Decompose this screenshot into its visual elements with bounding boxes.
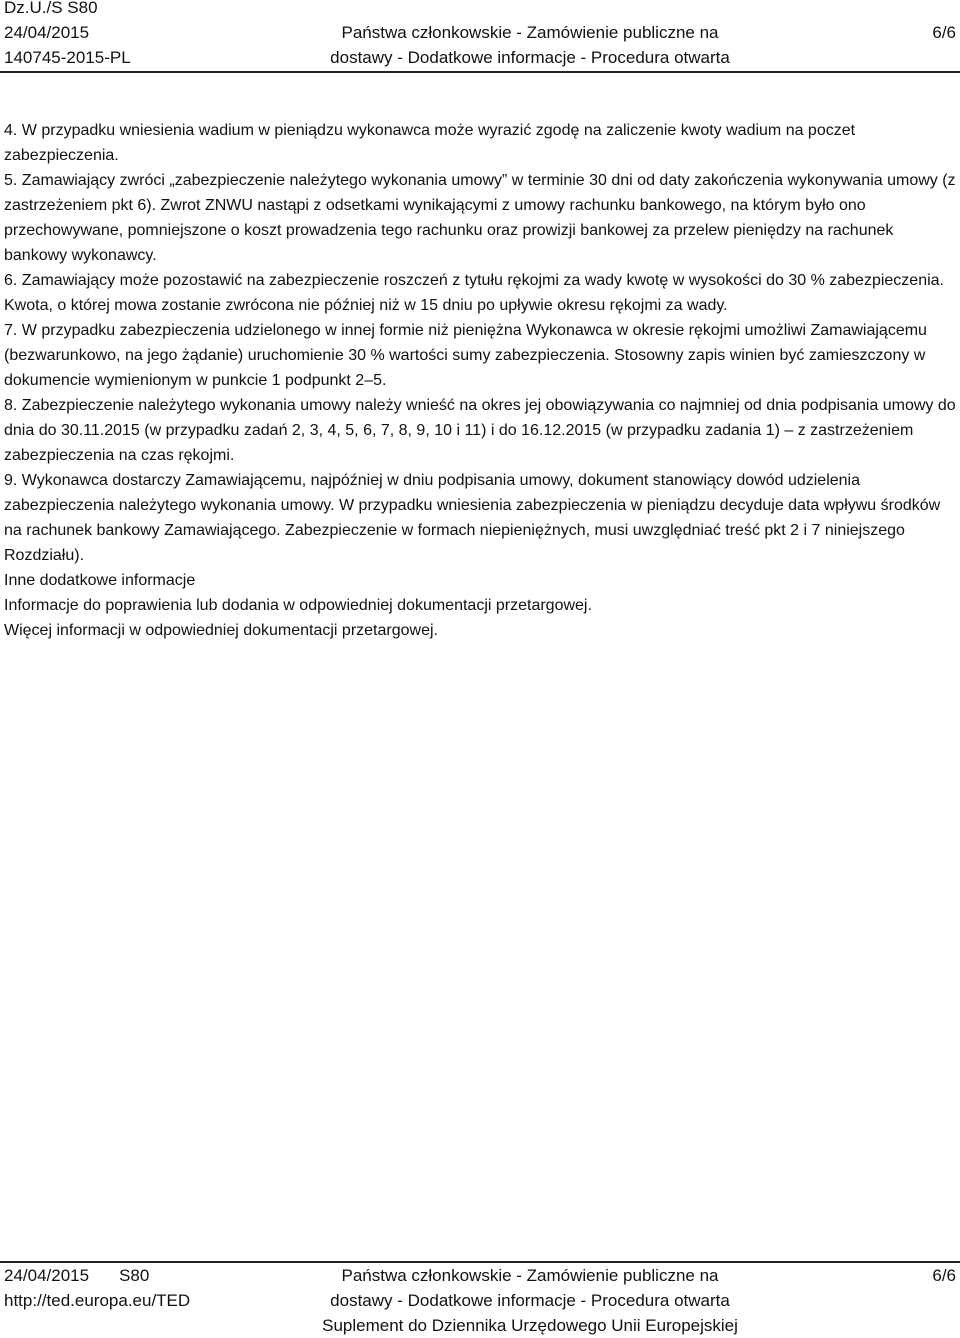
paragraph-8: 8. Zabezpieczenie należytego wykonania umowy należy wnieść na okres jej obowiązywania co najmniej od dnia podpisania umowy do dnia do 30.11.2015 (w przypadku zadań 2, 3, 4, 5, 6, 7, 8, 9, 10 i 11) i do 16.12.2015 (w przypadku zadania 1) – z zastrzeżeniem zabezpieczenia na czas rękojmi. [4, 397, 956, 464]
footer-title-line-1: Państwa członkowskie - Zamówienie publiczne na [341, 1266, 719, 1285]
footer-title-line-2: dostawy - Dodatkowe informacje - Procedura otwarta [330, 1291, 730, 1310]
footer-left [4, 1263, 190, 1313]
header-divider [0, 71, 960, 73]
paragraph-4: 4. W przypadku wniesienia wadium w pieniądzu wykonawca może wyrazić zgodę na zaliczenie kwoty wadium na poczet zabezpieczenia. [4, 122, 856, 164]
paragraph-9: 9. Wykonawca dostarczy Zamawiającemu, najpóźniej w dniu podpisania umowy, dokument stanowiący dowód udzielenia zabezpieczenia należytego wykonania umowy. W przypadku wniesienia zabezpieczenia w pieniądzu decyduje data wpływu środków na rachunek bankowy Zamawiającego. Zabezpieczenie w formach niepieniężnych, musi uwzględniać treść pkt 2 i 7 niniejszego Rozdziału). [4, 472, 941, 564]
publication-date: 24/04/2015 [4, 23, 90, 42]
footer-title [290, 1263, 770, 1338]
info-more-line: Więcej informacji w odpowiedniej dokumentacji przetargowej. [4, 622, 438, 639]
header-title-line-2: dostawy - Dodatkowe informacje - Procedura otwarta [330, 48, 730, 67]
paragraph-5: 5. Zamawiający zwróci „zabezpieczenie należytego wykonania umowy” w terminie 30 dni od daty zakończenia wykonywania umowy (z zastrzeżeniem pkt 6). Zwrot ZNWU nastąpi z odsetkami wynikającymi z umowy rachunku bankowego, na którym było ono przechowywane, pomniejszone o koszt prowadzenia tego rachunku oraz prowizji bankowej za przelew pieniędzy na rachunek bankowy wykonawcy. [4, 172, 956, 264]
header-title-line-1: Państwa członkowskie - Zamówienie publiczne na [341, 23, 719, 42]
journal-reference: Dz.U./S S80 [4, 0, 98, 17]
page-number: 6/6 [932, 23, 956, 42]
footer-page-number: 6/6 [932, 1266, 956, 1285]
footer-issue: S80 [119, 1266, 150, 1285]
info-corrections-line: Informacje do poprawienia lub dodania w odpowiedniej dokumentacji przetargowej. [4, 597, 592, 614]
paragraph-6: 6. Zamawiający może pozostawić na zabezpieczenie roszczeń z tytułu rękojmi za wady kwotę w wysokości do 30 % zabezpieczenia. Kwota, o której mowa zostanie zwrócona nie później niż w 15 dniu po upływie okresu rękojmi za wady. [4, 272, 944, 314]
section-heading-other-info: Inne dodatkowe informacje [4, 572, 196, 589]
header-title [290, 20, 770, 70]
notice-id: 140745-2015-PL [4, 48, 131, 67]
footer-date: 24/04/2015 [4, 1266, 90, 1285]
header-left [4, 0, 131, 70]
footer-url[interactable]: http://ted.europa.eu/TED [4, 1291, 191, 1310]
footer-date-line [4, 1263, 190, 1288]
page-header [0, 0, 960, 75]
paragraph-7: 7. W przypadku zabezpieczenia udzielonego w innej formie niż pieniężna Wykonawca w okresie rękojmi umożliwi Zamawiającemu (bezwarunkowo, na jego żądanie) uruchomienie 30 % wartości sumy zabezpieczenia. Stosowny zapis winien być zamieszczony w dokumencie wymienionym w punkcie 1 podpunkt 2–5. [4, 322, 927, 389]
page-footer [0, 1263, 960, 1334]
footer-title-line-3: Suplement do Dziennika Urzędowego Unii Europejskiej [322, 1316, 738, 1335]
document-body [4, 118, 958, 643]
